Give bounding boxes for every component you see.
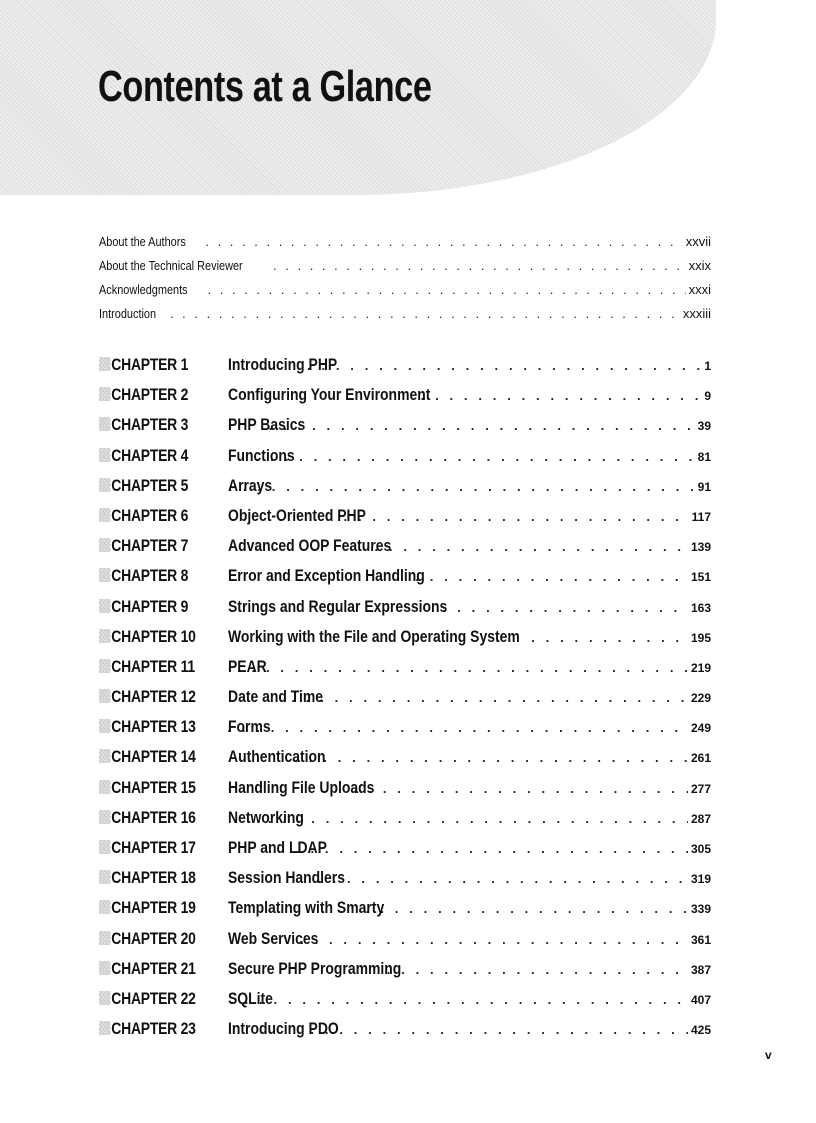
leader-dots <box>273 254 686 278</box>
toc-entry-technical-reviewer[interactable] <box>99 254 711 278</box>
toc-entry-introduction[interactable] <box>99 302 711 326</box>
leader-dots <box>291 683 688 713</box>
chapter-label <box>99 622 228 652</box>
chapter-label-group <box>99 350 188 380</box>
leader-dots <box>228 713 688 743</box>
leader-dots <box>354 774 688 804</box>
chapter-title: Networking <box>228 807 304 827</box>
chapter-title-group <box>228 471 698 502</box>
chapter-entry[interactable] <box>99 380 711 410</box>
chapter-title: Advanced OOP Features <box>228 536 392 556</box>
chapter-label <box>99 712 228 742</box>
chapter-page: 249 <box>690 721 711 736</box>
leader-dots <box>443 593 688 623</box>
chapter-label <box>99 561 228 591</box>
chapter-label <box>99 471 228 501</box>
chapter-label-text: CHAPTER 13 <box>111 717 196 737</box>
leader-dots <box>421 381 702 411</box>
toc-entry-title: Introduction <box>99 306 157 321</box>
chapter-marker-icon <box>99 719 110 733</box>
chapter-label <box>99 682 228 712</box>
chapter-title: Authentication <box>228 747 326 767</box>
leader-dots <box>208 278 686 302</box>
chapter-page: 339 <box>690 902 711 917</box>
leader-dots <box>375 532 688 562</box>
chapter-label <box>99 380 228 410</box>
chapter-title: Functions <box>228 445 295 465</box>
chapter-marker-icon <box>99 900 110 914</box>
chapter-entry[interactable] <box>99 410 711 440</box>
chapter-title: PHP and LDAP <box>228 838 327 857</box>
chapter-label-group <box>99 863 196 893</box>
chapter-label-text: CHAPTER 23 <box>111 1019 196 1039</box>
leader-dots <box>387 955 688 985</box>
chapter-label-group <box>99 742 196 772</box>
chapter-label-text: CHAPTER 10 <box>111 626 196 646</box>
chapter-label-group <box>99 501 188 531</box>
chapter-label-group <box>99 1014 196 1044</box>
chapter-marker-icon <box>99 991 110 1005</box>
chapter-label <box>99 652 228 682</box>
chapter-entry[interactable] <box>99 350 711 380</box>
chapter-label <box>99 773 228 803</box>
chapter-marker-icon <box>99 1021 110 1035</box>
chapter-entry[interactable] <box>99 471 711 501</box>
chapter-title: PEAR <box>228 656 267 676</box>
chapter-title: Object-Oriented PHP <box>228 505 366 525</box>
leader-dots <box>286 925 688 955</box>
chapter-label-group <box>99 984 196 1014</box>
front-matter-list <box>99 230 711 326</box>
chapter-label <box>99 984 228 1014</box>
chapter-title-group <box>228 380 704 411</box>
chapter-title-group <box>228 803 691 834</box>
chapter-page: 219 <box>690 660 711 675</box>
chapter-title-group <box>228 441 698 472</box>
chapter-title-group <box>228 592 691 623</box>
chapter-label-group <box>99 592 188 622</box>
chapter-title: Strings and Regular Expressions <box>228 596 448 616</box>
chapter-entry[interactable] <box>99 742 711 772</box>
chapter-title-group <box>228 561 691 592</box>
chapter-title-group <box>228 531 691 562</box>
chapter-page: 91 <box>697 479 711 494</box>
chapter-title-group <box>228 622 691 653</box>
chapter-marker-icon <box>99 689 110 703</box>
page-title: Contents at a Glance <box>98 62 432 111</box>
toc-entry-acknowledgments[interactable] <box>99 278 711 302</box>
toc-entry-title: About the Technical Reviewer <box>99 258 243 273</box>
chapter-label <box>99 350 228 380</box>
chapter-label-group <box>99 622 196 652</box>
chapter-label-text: CHAPTER 16 <box>111 807 196 827</box>
chapter-label-text: CHAPTER 11 <box>111 656 195 676</box>
chapter-label <box>99 410 228 440</box>
chapter-label <box>99 441 228 471</box>
chapter-label-group <box>99 682 196 712</box>
chapter-marker-icon <box>99 448 110 462</box>
chapter-label-text: CHAPTER 18 <box>111 868 196 888</box>
chapter-page: 139 <box>690 540 711 555</box>
chapter-entry[interactable] <box>99 592 711 622</box>
chapter-page: 39 <box>697 419 711 434</box>
chapter-entry[interactable] <box>99 773 711 803</box>
chapter-marker-icon <box>99 357 110 371</box>
chapter-label-text: CHAPTER 20 <box>111 928 196 948</box>
chapter-marker-icon <box>99 568 110 582</box>
leader-dots <box>256 442 695 472</box>
chapter-title: Session Handlers <box>228 868 345 888</box>
chapter-label-text: CHAPTER 4 <box>111 445 189 465</box>
chapter-marker-icon <box>99 538 110 552</box>
chapter-label-text: CHAPTER 15 <box>111 777 196 797</box>
chapter-label-group <box>99 924 196 954</box>
chapter-marker-icon <box>99 659 110 673</box>
chapter-label-text: CHAPTER 2 <box>111 385 189 405</box>
chapter-page: 9 <box>704 389 711 404</box>
chapter-label <box>99 803 228 833</box>
chapter-title-group <box>228 893 691 924</box>
chapter-entry[interactable] <box>99 561 711 591</box>
chapter-marker-icon <box>99 931 110 945</box>
chapter-label-group <box>99 954 196 984</box>
chapter-entry[interactable] <box>99 924 711 954</box>
toc-entry-page: xxvii <box>685 234 711 249</box>
chapter-page: 407 <box>690 992 711 1007</box>
chapter-title: Configuring Your Environment <box>228 385 431 405</box>
chapter-marker-icon <box>99 478 110 492</box>
chapter-title-group <box>228 652 691 683</box>
chapter-entry[interactable] <box>99 863 711 893</box>
chapter-label-group <box>99 410 188 440</box>
leader-dots <box>205 230 682 254</box>
chapter-marker-icon <box>99 599 110 613</box>
chapter-title-group <box>228 773 691 804</box>
chapter-title-group <box>228 954 691 985</box>
chapter-label-group <box>99 380 188 410</box>
chapter-label <box>99 893 228 923</box>
chapter-page: 195 <box>690 630 711 645</box>
leader-dots <box>531 623 688 653</box>
chapter-label-text: CHAPTER 21 <box>111 958 196 978</box>
chapter-marker-icon <box>99 780 110 794</box>
leader-dots <box>311 1015 688 1045</box>
chapter-title: Date and Time <box>228 687 324 707</box>
chapter-title: Working with the File and Operating System <box>228 626 520 646</box>
chapter-list <box>99 350 711 1044</box>
chapter-label-text: CHAPTER 22 <box>111 988 196 1008</box>
chapter-label-group <box>99 531 188 561</box>
chapter-title: Arrays <box>228 475 273 495</box>
chapter-title: Templating with Smarty <box>228 898 385 918</box>
chapter-page: 81 <box>697 449 711 464</box>
chapter-label-text: CHAPTER 1 <box>111 355 189 374</box>
chapter-marker-icon <box>99 417 110 431</box>
chapter-marker-icon <box>99 508 110 522</box>
chapter-title-group <box>228 712 691 743</box>
chapter-entry[interactable] <box>99 803 711 833</box>
chapter-label-text: CHAPTER 14 <box>111 747 196 767</box>
chapter-title: PHP Basics <box>228 415 306 435</box>
chapter-label-text: CHAPTER 5 <box>111 475 189 495</box>
leader-dots <box>296 834 688 864</box>
leader-dots <box>344 502 689 532</box>
chapter-page: 425 <box>690 1023 711 1038</box>
chapter-label <box>99 833 228 863</box>
leader-dots <box>229 472 695 502</box>
chapter-title-group <box>228 410 698 441</box>
chapter-label-group <box>99 712 196 742</box>
toc-entry-page: xxxiii <box>682 306 711 321</box>
chapter-label <box>99 1014 228 1044</box>
chapter-label-text: CHAPTER 6 <box>111 505 189 525</box>
chapter-page: 305 <box>690 842 711 856</box>
chapter-entry[interactable] <box>99 441 711 471</box>
toc-entry-page: xxix <box>688 258 711 273</box>
chapter-label-text: CHAPTER 17 <box>111 838 196 857</box>
toc-entry-page: xxxi <box>688 282 711 297</box>
chapter-entry[interactable] <box>99 954 711 984</box>
chapter-title: Forms <box>228 717 271 737</box>
leader-dots <box>170 302 680 326</box>
toc-entry-title: Acknowledgments <box>99 282 188 297</box>
chapter-entry[interactable] <box>99 531 711 561</box>
chapter-title-group <box>228 924 691 955</box>
chapter-marker-icon <box>99 629 110 643</box>
chapter-label <box>99 924 228 954</box>
chapter-page: 287 <box>690 811 711 826</box>
chapter-title-group <box>228 833 691 864</box>
chapter-label <box>99 742 228 772</box>
leader-dots <box>230 985 688 1015</box>
chapter-label <box>99 954 228 984</box>
chapter-title: Introducing PDO <box>228 1019 339 1039</box>
page-number: v <box>765 1048 772 1062</box>
chapter-page: 151 <box>690 570 711 585</box>
chapter-label-group <box>99 773 196 803</box>
chapter-page: 163 <box>690 600 711 615</box>
chapter-page: 319 <box>690 872 711 887</box>
chapter-title-group <box>228 863 691 894</box>
chapter-page: 361 <box>690 932 711 947</box>
chapter-title-group <box>228 501 692 532</box>
chapter-entry[interactable] <box>99 622 711 652</box>
chapter-entry[interactable] <box>99 1014 711 1044</box>
chapter-entry[interactable] <box>99 984 711 1014</box>
chapter-title-group <box>228 742 691 773</box>
chapter-title-group <box>228 350 704 381</box>
chapter-title: SQLite <box>228 988 273 1008</box>
chapter-marker-icon <box>99 749 110 763</box>
chapter-label-text: CHAPTER 9 <box>111 596 189 616</box>
leader-dots <box>294 743 688 773</box>
chapter-label-text: CHAPTER 12 <box>111 687 196 707</box>
chapter-page: 387 <box>690 962 711 977</box>
chapter-page: 1 <box>704 359 711 373</box>
chapter-label <box>99 592 228 622</box>
chapter-title-group <box>228 984 691 1015</box>
chapter-title: Introducing PHP <box>228 355 338 374</box>
chapter-title: Error and Exception Handling <box>228 566 425 586</box>
leader-dots <box>318 864 688 894</box>
chapter-label <box>99 501 228 531</box>
leader-dots <box>268 804 688 834</box>
chapter-label-group <box>99 652 195 682</box>
leader-dots <box>228 653 688 683</box>
chapter-title: Secure PHP Programming <box>228 958 402 978</box>
chapter-entry[interactable] <box>99 682 711 712</box>
chapter-title-group <box>228 682 691 713</box>
chapter-marker-icon <box>99 840 110 854</box>
chapter-label-text: CHAPTER 3 <box>111 415 189 435</box>
chapter-marker-icon <box>99 961 110 975</box>
chapter-entry[interactable] <box>99 712 711 742</box>
chapter-entry[interactable] <box>99 833 711 863</box>
chapter-label-group <box>99 803 196 833</box>
chapter-page: 117 <box>691 509 711 524</box>
chapter-page: 229 <box>690 691 711 706</box>
chapter-label-text: CHAPTER 7 <box>111 536 189 556</box>
chapter-title: Web Services <box>228 928 319 948</box>
chapter-label-text: CHAPTER 19 <box>111 898 196 918</box>
chapter-label-group <box>99 441 188 471</box>
chapter-entry[interactable] <box>99 501 711 531</box>
leader-dots <box>366 894 688 924</box>
chapter-label-group <box>99 471 188 501</box>
chapter-label <box>99 863 228 893</box>
chapter-page: 261 <box>690 751 711 766</box>
chapter-entry[interactable] <box>99 652 711 682</box>
chapter-label-text: CHAPTER 8 <box>111 566 189 586</box>
leader-dots <box>307 351 701 381</box>
chapter-title: Handling File Uploads <box>228 777 375 797</box>
leader-dots <box>269 411 695 441</box>
leader-dots <box>415 562 688 592</box>
chapter-marker-icon <box>99 870 110 884</box>
chapter-page: 277 <box>690 781 711 796</box>
toc-entry-authors[interactable] <box>99 230 711 254</box>
chapter-label-group <box>99 833 196 863</box>
chapter-marker-icon <box>99 810 110 824</box>
chapter-marker-icon <box>99 387 110 401</box>
chapter-entry[interactable] <box>99 893 711 923</box>
chapter-label <box>99 531 228 561</box>
chapter-label-group <box>99 893 196 923</box>
toc-entry-title: About the Authors <box>99 234 186 249</box>
chapter-title-group <box>228 1014 691 1045</box>
chapter-label-group <box>99 561 188 591</box>
